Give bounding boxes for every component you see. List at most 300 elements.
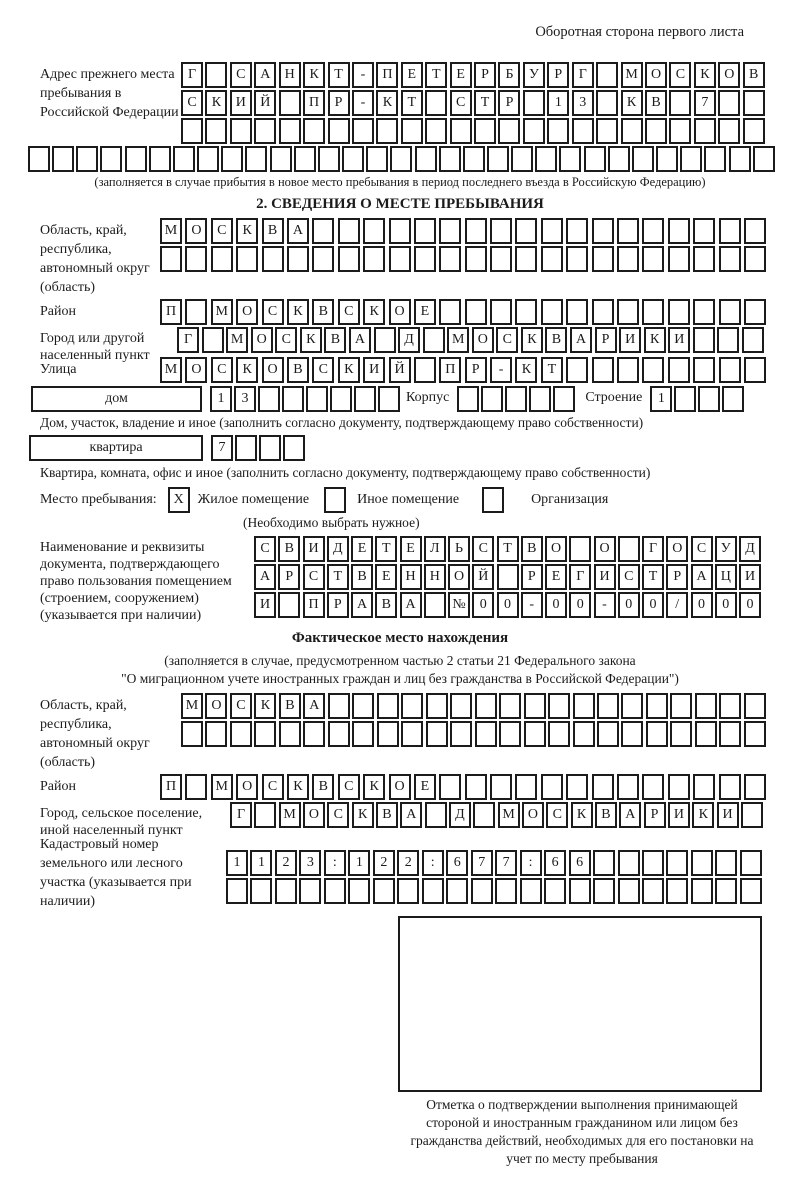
char-cell	[230, 721, 252, 747]
char-cell: В	[278, 536, 300, 562]
char-cell	[753, 146, 775, 172]
char-cell	[378, 386, 400, 412]
char-cell: 1	[650, 386, 672, 412]
char-cell: С	[618, 564, 640, 590]
char-cell	[230, 118, 252, 144]
document-rows	[254, 536, 761, 618]
cadastral-row-2	[226, 878, 762, 904]
char-cell	[318, 146, 340, 172]
char-cell	[535, 146, 557, 172]
section2-title: 2. СВЕДЕНИЯ О МЕСТЕ ПРЕБЫВАНИЯ	[256, 196, 544, 212]
char-cell: М	[181, 693, 203, 719]
char-cell	[205, 721, 227, 747]
char-cell: О	[718, 62, 740, 88]
char-cell: Р	[278, 564, 300, 590]
char-cell: С	[472, 536, 494, 562]
char-cell: 7	[495, 850, 517, 876]
char-cell	[366, 146, 388, 172]
char-cell	[621, 693, 643, 719]
char-cell: 1	[547, 90, 569, 116]
char-cell	[262, 246, 284, 272]
char-cell	[621, 118, 643, 144]
stay-type-note: (Необходимо выбрать нужное)	[243, 515, 420, 530]
document-row-3	[254, 592, 761, 618]
char-cell	[377, 693, 399, 719]
char-cell	[149, 146, 171, 172]
char-cell	[278, 592, 300, 618]
char-cell: 1	[226, 850, 248, 876]
char-cell	[744, 246, 766, 272]
char-cell	[490, 218, 512, 244]
char-cell	[691, 878, 713, 904]
char-cell	[422, 878, 444, 904]
cadastral-label: Кадастровый номер земельного или лесного участка (указывается при наличии)	[40, 837, 192, 909]
actual-location-note-1: (заполняется в случае, предусмотренном частью 2 статьи 21 Федерального закона	[164, 653, 636, 668]
char-cell: Н	[424, 564, 446, 590]
char-cell	[499, 721, 521, 747]
char-cell: Е	[414, 774, 436, 800]
char-cell	[520, 878, 542, 904]
house-box-label: дом	[31, 386, 202, 412]
char-cell	[279, 90, 301, 116]
char-cell	[374, 327, 396, 353]
char-cell: Н	[279, 62, 301, 88]
char-cell: 6	[544, 850, 566, 876]
char-cell: А	[254, 62, 276, 88]
char-cell	[719, 299, 741, 325]
char-cell	[312, 246, 334, 272]
char-cell	[618, 878, 640, 904]
char-cell	[283, 435, 305, 461]
char-cell	[695, 721, 717, 747]
char-cell	[674, 386, 696, 412]
char-cell	[450, 118, 472, 144]
char-cell	[306, 386, 328, 412]
char-cell	[572, 118, 594, 144]
char-cell: А	[619, 802, 641, 828]
checkbox-other-premises	[324, 487, 346, 513]
char-cell	[498, 118, 520, 144]
char-cell	[415, 146, 437, 172]
char-cell: :	[422, 850, 444, 876]
char-cell	[52, 146, 74, 172]
char-cell	[414, 218, 436, 244]
char-cell	[694, 118, 716, 144]
char-cell	[425, 118, 447, 144]
char-cell	[303, 721, 325, 747]
char-cell: М	[211, 299, 233, 325]
char-cell: О	[251, 327, 273, 353]
char-cell: С	[546, 802, 568, 828]
char-cell: -	[521, 592, 543, 618]
char-cell: В	[287, 357, 309, 383]
char-cell	[487, 146, 509, 172]
char-cell: Р	[498, 90, 520, 116]
char-cell	[741, 802, 763, 828]
char-cell: О	[303, 802, 325, 828]
char-cell	[719, 721, 741, 747]
document-row-1	[254, 536, 761, 562]
char-cell	[670, 693, 692, 719]
char-cell: В	[545, 327, 567, 353]
char-cell	[245, 146, 267, 172]
char-cell: Т	[425, 62, 447, 88]
char-cell	[566, 774, 588, 800]
char-cell	[704, 146, 726, 172]
char-cell	[645, 118, 667, 144]
char-cell	[352, 118, 374, 144]
char-cell	[642, 878, 664, 904]
char-cell	[390, 146, 412, 172]
char-cell	[668, 246, 690, 272]
char-cell	[617, 774, 639, 800]
char-cell	[593, 850, 615, 876]
char-cell	[312, 218, 334, 244]
char-cell: К	[338, 357, 360, 383]
char-cell: К	[521, 327, 543, 353]
char-cell: А	[349, 327, 371, 353]
char-cell: Н	[400, 564, 422, 590]
char-cell	[717, 327, 739, 353]
char-cell	[592, 246, 614, 272]
prev-address-note: (заполняется в случае прибытия в новое место пребывания в период последнего въезда в Российскую Федерацию)	[94, 175, 706, 189]
char-cell: А	[570, 327, 592, 353]
char-cell	[597, 721, 619, 747]
char-cell: И	[363, 357, 385, 383]
char-cell	[668, 357, 690, 383]
char-cell: Д	[327, 536, 349, 562]
char-cell: Е	[414, 299, 436, 325]
char-cell	[569, 536, 591, 562]
char-cell: И	[303, 536, 325, 562]
char-cell	[352, 693, 374, 719]
char-cell: А	[303, 693, 325, 719]
char-cell	[76, 146, 98, 172]
char-cell: П	[160, 299, 182, 325]
char-cell	[495, 878, 517, 904]
char-cell	[617, 218, 639, 244]
char-cell: С	[338, 774, 360, 800]
char-cell: Р	[595, 327, 617, 353]
char-cell	[719, 357, 741, 383]
char-cell	[596, 90, 618, 116]
char-cell	[373, 878, 395, 904]
stroenie-label: Строение	[585, 390, 643, 405]
char-cell	[515, 218, 537, 244]
cadastral-field	[40, 832, 800, 911]
actual-district-label: Район	[40, 779, 76, 794]
char-cell	[423, 327, 445, 353]
char-cell: М	[621, 62, 643, 88]
char-cell	[743, 90, 765, 116]
char-cell	[718, 118, 740, 144]
char-cell: Ц	[715, 564, 737, 590]
char-cell	[328, 693, 350, 719]
char-cell	[729, 146, 751, 172]
region-label: Область, край, республика, автономный округ (область)	[40, 223, 150, 295]
char-cell	[596, 62, 618, 88]
char-cell	[646, 721, 668, 747]
char-cell: Т	[375, 536, 397, 562]
char-cell	[597, 693, 619, 719]
char-cell: Е	[400, 536, 422, 562]
char-cell: С	[262, 774, 284, 800]
char-cell	[680, 146, 702, 172]
actual-city-label: Город, сельское поселение, иной населенный пункт	[40, 806, 203, 838]
char-cell: И	[254, 592, 276, 618]
char-cell: Е	[401, 62, 423, 88]
char-cell	[185, 299, 207, 325]
stay-type-field	[40, 487, 800, 513]
char-cell: У	[523, 62, 545, 88]
char-cell: 0	[472, 592, 494, 618]
char-cell: -	[352, 62, 374, 88]
char-cell: С	[327, 802, 349, 828]
char-cell: 0	[715, 592, 737, 618]
char-cell	[592, 774, 614, 800]
char-cell	[719, 218, 741, 244]
char-cell	[566, 246, 588, 272]
char-cell	[100, 146, 122, 172]
char-cell	[511, 146, 533, 172]
checkbox-residential: X	[168, 487, 190, 513]
actual-location-title: Фактическое место нахождения	[291, 630, 509, 646]
char-cell: Г	[181, 62, 203, 88]
char-cell	[490, 774, 512, 800]
char-cell	[569, 878, 591, 904]
char-cell: О	[389, 299, 411, 325]
char-cell	[693, 299, 715, 325]
char-cell	[275, 878, 297, 904]
document-row-2	[254, 564, 761, 590]
char-cell: В	[262, 218, 284, 244]
char-cell: Е	[351, 536, 373, 562]
prev-address-rows	[181, 62, 765, 144]
char-cell	[328, 118, 350, 144]
char-cell	[524, 721, 546, 747]
char-cell	[254, 721, 276, 747]
char-cell: О	[185, 218, 207, 244]
char-cell	[566, 299, 588, 325]
char-cell	[608, 146, 630, 172]
char-cell: М	[226, 327, 248, 353]
char-cell: С	[312, 357, 334, 383]
apartment-field	[29, 435, 800, 461]
char-cell: 6	[446, 850, 468, 876]
char-cell	[668, 218, 690, 244]
char-cell	[279, 721, 301, 747]
char-cell	[695, 693, 717, 719]
char-cell	[541, 246, 563, 272]
char-cell: К	[363, 774, 385, 800]
char-cell	[693, 357, 715, 383]
char-cell: К	[692, 802, 714, 828]
char-cell: 3	[299, 850, 321, 876]
char-cell	[401, 118, 423, 144]
char-cell: О	[666, 536, 688, 562]
char-cell: С	[275, 327, 297, 353]
char-cell	[515, 246, 537, 272]
char-cell: №	[448, 592, 470, 618]
char-cell: Р	[465, 357, 487, 383]
char-cell: 2	[373, 850, 395, 876]
document-label: Наименование и реквизиты документа, подтверждающего право пользования помещением (строением, сооружением) (указывается при наличии)	[40, 540, 232, 623]
char-cell	[330, 386, 352, 412]
char-cell: В	[645, 90, 667, 116]
char-cell	[573, 721, 595, 747]
char-cell	[719, 246, 741, 272]
char-cell	[348, 878, 370, 904]
char-cell	[439, 299, 461, 325]
char-cell: К	[515, 357, 537, 383]
char-cell	[439, 774, 461, 800]
city-field	[40, 327, 800, 363]
document-field	[40, 536, 800, 624]
char-cell: 1	[210, 386, 232, 412]
char-cell: Р	[521, 564, 543, 590]
actual-city-row	[230, 802, 763, 828]
char-cell: А	[691, 564, 713, 590]
char-cell: К	[236, 357, 258, 383]
char-cell: Т	[541, 357, 563, 383]
char-cell	[547, 118, 569, 144]
apartment-box-label: квартира	[29, 435, 203, 461]
char-cell: С	[450, 90, 472, 116]
char-cell: Т	[642, 564, 664, 590]
char-cell	[160, 246, 182, 272]
char-cell	[481, 386, 503, 412]
region-row-2	[160, 246, 766, 272]
char-cell: К	[352, 802, 374, 828]
prev-address-row-2	[181, 90, 765, 116]
char-cell: К	[205, 90, 227, 116]
char-cell: И	[594, 564, 616, 590]
char-cell: В	[375, 592, 397, 618]
char-cell	[668, 774, 690, 800]
char-cell: С	[230, 693, 252, 719]
char-cell: В	[595, 802, 617, 828]
stay-type-label: Место пребывания:	[40, 492, 157, 507]
char-cell: А	[400, 592, 422, 618]
actual-location-note-2: "О миграционном учете иностранных граждан и лиц без гражданства в Российской Федерации")	[121, 671, 679, 686]
char-cell: Г	[569, 564, 591, 590]
char-cell	[181, 118, 203, 144]
char-cell: К	[644, 327, 666, 353]
char-cell	[559, 146, 581, 172]
char-cell	[226, 878, 248, 904]
char-cell	[446, 878, 468, 904]
char-cell	[439, 246, 461, 272]
char-cell: П	[303, 592, 325, 618]
char-cell	[744, 774, 766, 800]
char-cell: 0	[642, 592, 664, 618]
char-cell: К	[376, 90, 398, 116]
house-field	[31, 386, 800, 412]
char-cell: П	[376, 62, 398, 88]
char-cell: Д	[398, 327, 420, 353]
char-cell	[541, 774, 563, 800]
char-cell	[715, 878, 737, 904]
char-cell	[744, 357, 766, 383]
char-cell: М	[211, 774, 233, 800]
char-cell: А	[287, 218, 309, 244]
char-cell	[473, 802, 495, 828]
char-cell: Ь	[448, 536, 470, 562]
char-cell	[338, 246, 360, 272]
char-cell	[465, 246, 487, 272]
char-cell: 0	[545, 592, 567, 618]
char-cell: -	[594, 592, 616, 618]
prev-address-row-1	[181, 62, 765, 88]
char-cell	[744, 299, 766, 325]
char-cell	[584, 146, 606, 172]
char-cell: М	[160, 218, 182, 244]
char-cell: 7	[211, 435, 233, 461]
char-cell	[259, 435, 281, 461]
house-note: Дом, участок, владение и иное (заполнить согласно документу, подтверждающему право собственности)	[40, 415, 644, 430]
char-cell: Р	[328, 90, 350, 116]
char-cell	[465, 218, 487, 244]
char-cell	[354, 386, 376, 412]
char-cell: В	[324, 327, 346, 353]
char-cell	[426, 693, 448, 719]
char-cell	[719, 693, 741, 719]
char-cell	[693, 218, 715, 244]
char-cell	[524, 693, 546, 719]
char-cell	[740, 850, 762, 876]
char-cell	[593, 878, 615, 904]
char-cell	[352, 721, 374, 747]
char-cell: М	[279, 802, 301, 828]
char-cell	[592, 357, 614, 383]
char-cell: С	[496, 327, 518, 353]
actual-district-row	[160, 774, 766, 800]
char-cell: В	[521, 536, 543, 562]
char-cell: К	[571, 802, 593, 828]
char-cell	[221, 146, 243, 172]
char-cell	[693, 327, 715, 353]
char-cell	[463, 146, 485, 172]
char-cell	[744, 693, 766, 719]
char-cell: О	[236, 774, 258, 800]
char-cell: У	[715, 536, 737, 562]
char-cell: Е	[450, 62, 472, 88]
char-cell	[439, 218, 461, 244]
char-cell: 3	[572, 90, 594, 116]
stamp-area	[398, 916, 762, 1092]
char-cell	[287, 246, 309, 272]
char-cell: С	[262, 299, 284, 325]
char-cell	[426, 721, 448, 747]
char-cell	[471, 878, 493, 904]
char-cell: О	[645, 62, 667, 88]
char-cell	[457, 386, 479, 412]
char-cell	[401, 721, 423, 747]
char-cell	[642, 357, 664, 383]
char-cell: О	[205, 693, 227, 719]
char-cell: Г	[642, 536, 664, 562]
char-cell	[566, 357, 588, 383]
char-cell	[202, 327, 224, 353]
korpus-label: Корпус	[406, 390, 450, 405]
char-cell	[475, 721, 497, 747]
char-cell: А	[351, 592, 373, 618]
char-cell: Т	[328, 62, 350, 88]
char-cell	[185, 774, 207, 800]
cadastral-rows	[226, 850, 762, 904]
actual-region-label: Область, край, республика, автономный округ (область)	[40, 698, 150, 770]
char-cell	[515, 299, 537, 325]
